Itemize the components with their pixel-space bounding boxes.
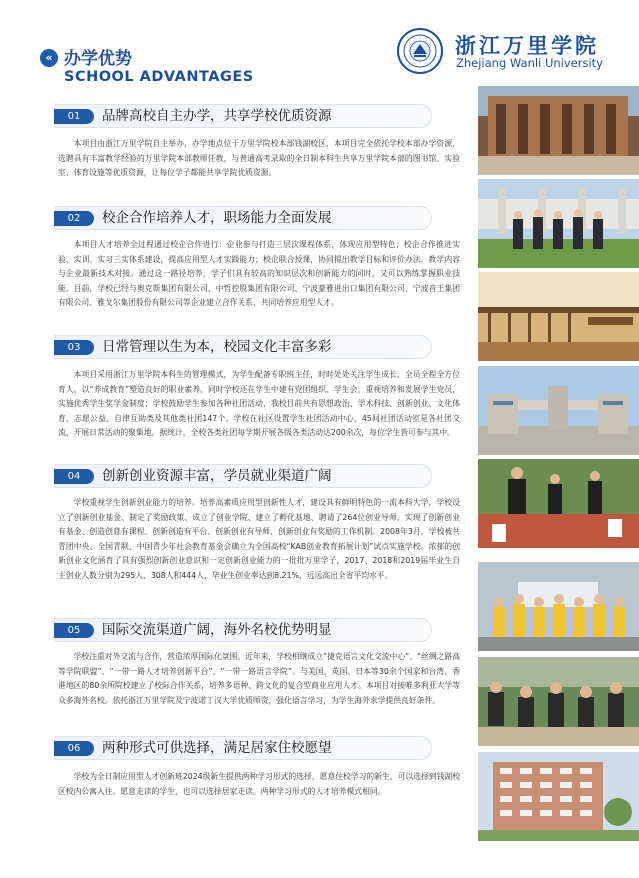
section-heading: 品牌高校自主办学，共享学校优质资源: [102, 108, 332, 124]
section-number: 02: [54, 211, 94, 226]
university-logo-name: 浙江万里学院: [455, 33, 599, 58]
section-header-05: [54, 618, 432, 642]
section-heading: 两种形式可供选择，满足居家住校愿望: [102, 740, 332, 756]
section-header-02: [54, 206, 432, 230]
section-header-03: [54, 335, 432, 359]
page-subtitle: SCHOOL ADVANTAGES: [64, 69, 254, 85]
page-title: 办学优势: [64, 49, 132, 69]
section-number: 01: [54, 109, 94, 124]
section-header-06: [54, 736, 432, 760]
section-header-01: [54, 104, 432, 128]
university-logo-english: Zhejiang Wanli University: [456, 56, 603, 70]
section-number: 06: [54, 741, 94, 756]
students-graduation-photo: [478, 179, 639, 268]
campus-gate-photo: [478, 366, 639, 455]
section-heading: 创新创业资源丰富，学员就业渠道广阔: [102, 468, 332, 484]
section-body: 本项目由浙江万里学院自主举办，办学地点位于万里学院校本部钱湖校区，本项目完全依托学校本部办学资源，选聘具有丰富教学经验的万里学院本部教师任教，与普通高考录取的全日制本科生共享万里学院本部的图书馆、实验室、体育设施等优质资源，让每位学子都能共享学院优质资源。: [58, 139, 460, 178]
section-number: 04: [54, 469, 94, 484]
section-header-04: [54, 464, 432, 488]
section-body: 本项目采用浙江万里学院本科生的管理模式，为学生配备专职班主任，时时处处关注学生成长，全员全程全方位育人，以“养成教育”塑造良好的职业素养。同时学校还在学生中建有党团组织、学生会，重视培养和发展学生党员，实施优秀学生奖学金制度；学校鼓励学生参加各种社团活动，我校目前共有思想政治、学术科技、创新创业、文化体育、志愿公益、自律互助类及其他类社团147个。学校在社区设置学生社团活动中心，45间社团活动室是各社团交流、开展日常活动的聚集地。据统计，全校各类社团每学期开展各级各类活动达200余次，每位学生皆可参与其中。: [58, 370, 460, 438]
campus-corridor-photo: [478, 86, 639, 175]
section-body: 学校重视学生创新创业能力的培养。培养高素质应用型创新性人才，建设具有鲜明特色的一流本科大学，学校设立了创新创业基金、制定了奖励政策、成立了创业学院、建立了孵化基地、聘请了264位创业导师，实现了创新创业有基金、创造创意有课程、创新创造有平台、创新创业有导师、创新创业有奖励的工作机制。2008年3月，学校被共青团中央、全国青联、中国青少年社会教育基金会确立为全国高校“KAB创业教育拓展计划”试点实施学校。浓郁的创新创业文化涵育了具有强烈创新创业意识和一定创新创业能力的一批批万里学子，2017、2018和2019届毕业生自主创业人数分别为295人、308人和444人，毕业生创业率达到8.21%，远远高出全省平均水平。: [58, 498, 460, 580]
section-body: 学校注重对外交流与合作，营造浓厚国际化氛围。近年来，学校相继成立“捷克语言文化交流中心”、“丝绸之路高等学院联盟”、“一带一路人才培养创新平台”、“一带一路语言学院”。与美国、英国、日本等30余个国家和台湾、香港地区的80余所院校建立了校际合作关系，培养多语种、跨文化的复合型商业应用人才。本项目对接唯多利亚大学等众多海外名校。依托浙江万里学院及宁波诺丁汉大学优质师资，强化语言学习，为学生海外求学提供良好条件。: [58, 652, 460, 705]
balcony-photo: [478, 272, 639, 361]
students-group-photo: [478, 562, 639, 651]
running-race-photo: [478, 459, 639, 548]
section-number: 03: [54, 340, 94, 355]
university-seal-icon: [397, 28, 443, 74]
double-chevron-icon: «: [40, 49, 58, 67]
section-heading: 校企合作培养人才，职场能力全面发展: [102, 210, 332, 226]
section-heading: 国际交流渠道广阔，海外名校优势明显: [102, 622, 332, 638]
page-header: [0, 0, 639, 90]
section-number: 05: [54, 623, 94, 638]
section-heading: 日常管理以生为本，校园文化丰富多彩: [102, 339, 332, 355]
section-body: 学校为全日制应用型人才创新班2024级新生提供两种学习形式的选择，愿意住校学习的新生，可以选择到钱湖校区校内公寓入住。愿意走读的学生，也可以选择居家走读。两种学习形式的人才培养模式相同。: [58, 772, 460, 796]
dormitory-building-photo: [478, 752, 639, 841]
students-outdoor-photo: [478, 657, 639, 746]
section-body: 本项目人才培养全过程通过校企合作进行：企业参与打造三层次课程体系，体现应用型特色；校企合作推进实验、实训、实习三实体系建设，提高应用型人才实践能力；校企联合授课，协同提出教学目标和评价办法，教学内容与企业最新技术对接。通过这一路径培养，学子们具有较高的知识层次和创新能力的同时，又可以熟练掌握职业技能。目前，学校已经与奥克斯集团有限公司、中哲控股集团有限公司、宁波豪雅进出口集团有限公司、宁波音王集团有限公司、雅戈尔集团股份有限公司等企业建立合作关系，共同培养应用型人才。: [58, 240, 460, 308]
